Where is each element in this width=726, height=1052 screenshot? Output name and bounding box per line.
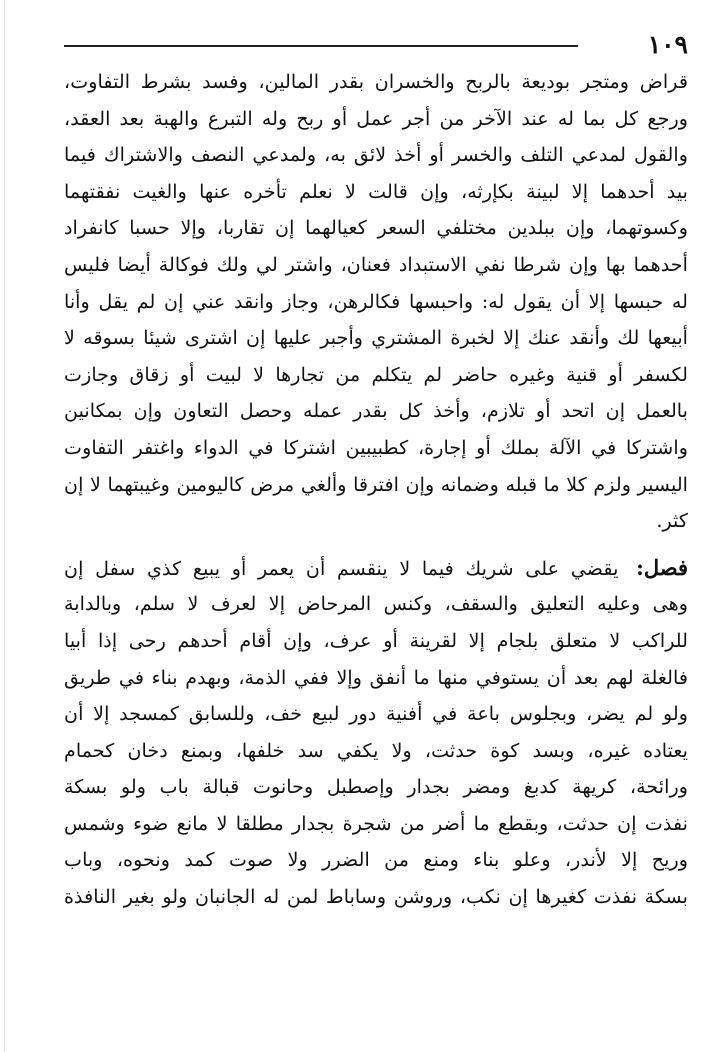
text-line: وكسوتهما، وإن ببلدين مختلفي السعر كعيالهما إن تقاربا، وإلا حسبا كانفراد: [64, 216, 688, 240]
text-line: ولو لم يضر، وبجلوس باعة في أفنية دور لبيع خف، وللسابق كمسجد إلا أن: [64, 702, 688, 726]
text-line: يعتاده غيره، وبسد كوة حدثت، ولا يكفي سد خلفها، وبمنع دخان كحمام: [64, 738, 688, 762]
text-line-with-heading: [64, 550, 688, 587]
text-line: كثر.: [656, 509, 688, 533]
text-line: بسكة نفذت كغيرها إن نكب، وروشن وساباط لمن له الجانبان ولو بغير النافذة: [64, 885, 688, 909]
text-line: وهى وعليه التعليق والسقف، وكنس المرحاض إلا لعرف لا سلم، وبالدابة: [64, 592, 688, 616]
text-line: نفذت إن حدثت، وبقطع ما أضر من شجرة بجدار مطلقا لا مانع ضوء وشمس: [64, 811, 688, 835]
paragraph-1: [64, 64, 688, 540]
text-line: أحدهما بها وإن شرطا نفي الاستبداد فعنان، واشتر لي ولك فوكالة أيضا فليس: [64, 252, 688, 276]
text-line: له حبسها إلا أن يقول له: واحبسها فكالرهن، وجاز وانقد عني إن لم يقل وأنا: [64, 289, 688, 313]
text-line: أبيعها لك وأنقد عنك إلا لخبرة المشتري وأجبر عليها إن اشترى شيئا بسوقه لا: [64, 326, 688, 350]
header-rule: [64, 45, 578, 47]
page-number: ١٠٩: [647, 30, 688, 59]
text-line: بيد أحدهما إلا لبينة بكإرثه، وإن قالت لا نعلم تأخره عنها والغيت نفقتهما: [64, 179, 688, 203]
text-line: ورائحة، كريهة كدبغ ومضر بجدار وإصطبل وحانوت قبالة باب ولو بسكة: [64, 775, 688, 799]
text-line: بالعمل إن اتحد أو تلازم، وأخذ كل بقدر عمله وحصل التعاون وإن بمكانين: [64, 399, 688, 423]
text-line: فالغلة لهم بعد أن يستوفي منها ما أنفق وإلا ففي الذمة، وبهدم بناء في طريق: [64, 665, 688, 689]
text-line: قراض ومتجر بوديعة بالربح والخسران بقدر المالين، وفسد بشرط التفاوت،: [64, 70, 688, 93]
paragraph-2: [64, 550, 688, 916]
text-line: اليسير ولزم كلا ما قبله وضمانه وإن افترقا وألغي مرض كاليومين وغيبتهما لا إن: [64, 472, 688, 496]
text-line: لكسفر أو قنية وغيره حاضر لم يتكلم من تجارها لا لبيت أو زقاق وجازت: [64, 362, 688, 386]
text-line: للراكب لا متعلق بلجام إلا لقرينة أو عرف، وإن أقام أحدهم رحى إذا أبيا: [64, 628, 688, 652]
text-line: والقول لمدعي التلف والخسر أو أخذ لائق به، ولمدعي النصف والاشتراك فيما: [64, 143, 688, 167]
page-header: [64, 30, 688, 60]
text-line: ورجع كل بما له عند الآخر من أجر عمل أو ربح وله التبرع والهبة بعد العقد،: [64, 106, 688, 130]
paragraph-gap: [64, 540, 688, 550]
text-line: يقضي على شريك فيما لا ينقسم أن يعمر أو يبيع كذي سفل إن: [64, 556, 619, 580]
section-heading: فصل:: [636, 554, 688, 580]
text-line: وريح إلا لأندر، وعلو بناء ومنع من الضرر ولا صوت كمد ونحوه، وباب: [64, 848, 688, 872]
body-text: [64, 64, 688, 916]
text-line: واشتركا في الآلة بملك أو إجارة، كطبيبين اشتركا في الدواء واغتفر التفاوت: [64, 435, 688, 459]
margin-line: [4, 0, 5, 1052]
